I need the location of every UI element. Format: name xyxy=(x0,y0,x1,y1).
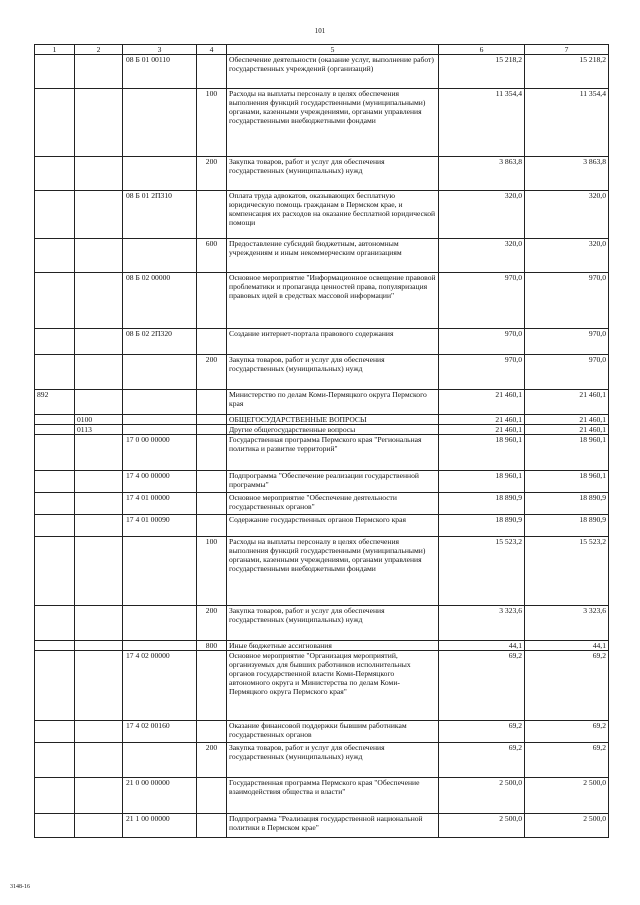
col6-amount: 970,0 xyxy=(439,273,525,329)
col1-code xyxy=(35,778,75,814)
col4-expense-type xyxy=(197,814,227,838)
col7-amount: 970,0 xyxy=(525,273,609,329)
col1-code xyxy=(35,55,75,89)
table-row xyxy=(35,721,609,743)
col3-target-article: 21 1 00 00000 xyxy=(123,814,197,838)
table-row xyxy=(35,651,609,721)
col6-amount: 69,2 xyxy=(439,743,525,778)
col2-section xyxy=(75,721,123,743)
col7-amount: 2 500,0 xyxy=(525,778,609,814)
col2-section xyxy=(75,239,123,273)
col1-code xyxy=(35,425,75,435)
col4-expense-type: 200 xyxy=(197,606,227,641)
col7-amount: 15 218,2 xyxy=(525,55,609,89)
col3-target-article xyxy=(123,390,197,415)
col7-amount: 69,2 xyxy=(525,721,609,743)
col2-section xyxy=(75,743,123,778)
header-cell: 2 xyxy=(75,45,123,55)
col5-description: Закупка товаров, работ и услуг для обеспечения государственных (муниципальных) нужд xyxy=(227,606,439,641)
table-row xyxy=(35,493,609,515)
col3-target-article: 17 4 01 00000 xyxy=(123,493,197,515)
col4-expense-type: 800 xyxy=(197,641,227,651)
col1-code xyxy=(35,651,75,721)
table-row xyxy=(35,273,609,329)
table-row xyxy=(35,55,609,89)
col7-amount: 69,2 xyxy=(525,651,609,721)
col4-expense-type xyxy=(197,273,227,329)
col7-amount: 21 460,1 xyxy=(525,390,609,415)
col3-target-article: 08 Б 02 00000 xyxy=(123,273,197,329)
col6-amount: 3 863,8 xyxy=(439,157,525,191)
col3-target-article: 17 4 01 00090 xyxy=(123,515,197,537)
col4-expense-type: 600 xyxy=(197,239,227,273)
col6-amount: 320,0 xyxy=(439,239,525,273)
col4-expense-type xyxy=(197,721,227,743)
col3-target-article: 08 Б 01 2П310 xyxy=(123,191,197,239)
col7-amount: 970,0 xyxy=(525,329,609,355)
table-row xyxy=(35,537,609,606)
col5-description: Государственная программа Пермского края "Обеспечение взаимодействия общества и власти" xyxy=(227,778,439,814)
col6-amount: 69,2 xyxy=(439,721,525,743)
col5-description: Расходы на выплаты персоналу в целях обеспечения выполнения функций государственными (муниципальными) органами, казенными учреждениями, органами управления государственными внебюджетными фондами xyxy=(227,89,439,157)
table-row xyxy=(35,435,609,471)
col3-target-article xyxy=(123,606,197,641)
col4-expense-type: 200 xyxy=(197,157,227,191)
col6-amount: 15 218,2 xyxy=(439,55,525,89)
col4-expense-type xyxy=(197,778,227,814)
table-row xyxy=(35,814,609,838)
col6-amount: 2 500,0 xyxy=(439,814,525,838)
col2-section xyxy=(75,329,123,355)
col1-code xyxy=(35,415,75,425)
col3-target-article xyxy=(123,415,197,425)
col1-code xyxy=(35,273,75,329)
budget-table xyxy=(34,44,609,838)
col2-section xyxy=(75,191,123,239)
col3-target-article xyxy=(123,537,197,606)
col6-amount: 18 890,9 xyxy=(439,493,525,515)
col2-section xyxy=(75,537,123,606)
table-row xyxy=(35,471,609,493)
col2-section xyxy=(75,55,123,89)
table-row xyxy=(35,390,609,415)
table-row xyxy=(35,606,609,641)
col3-target-article xyxy=(123,355,197,390)
col1-code xyxy=(35,157,75,191)
col1-code xyxy=(35,89,75,157)
col2-section xyxy=(75,651,123,721)
header-cell: 7 xyxy=(525,45,609,55)
header-cell: 6 xyxy=(439,45,525,55)
col7-amount: 320,0 xyxy=(525,239,609,273)
col2-section xyxy=(75,515,123,537)
col3-target-article xyxy=(123,425,197,435)
col5-description: Основное мероприятие "Информационное освещение правовой проблематики и пропаганда ценностей права, популяризация правовых идей в средствах массовой информации" xyxy=(227,273,439,329)
col2-section xyxy=(75,89,123,157)
table-row xyxy=(35,415,609,425)
table-row xyxy=(35,515,609,537)
table-row xyxy=(35,355,609,390)
col1-code xyxy=(35,641,75,651)
col5-description: Обеспечение деятельности (оказание услуг, выполнение работ) государственных учреждений (организаций) xyxy=(227,55,439,89)
col1-code xyxy=(35,721,75,743)
col2-section xyxy=(75,157,123,191)
col6-amount: 2 500,0 xyxy=(439,778,525,814)
col3-target-article: 17 4 02 00160 xyxy=(123,721,197,743)
col5-description: Оплата труда адвокатов, оказывающих бесплатную юридическую помощь гражданам в Пермском крае, и компенсация их расходов на оказание бесплатной юридической помощи xyxy=(227,191,439,239)
col1-code xyxy=(35,515,75,537)
header-cell: 3 xyxy=(123,45,197,55)
col5-description: Иные бюджетные ассигнования xyxy=(227,641,439,651)
col7-amount: 69,2 xyxy=(525,743,609,778)
table-row xyxy=(35,191,609,239)
col5-description: Закупка товаров, работ и услуг для обеспечения государственных (муниципальных) нужд xyxy=(227,743,439,778)
col3-target-article: 17 4 00 00000 xyxy=(123,471,197,493)
col5-description: Подпрограмма "Реализация государственной национальной политики в Пермском крае" xyxy=(227,814,439,838)
col1-code xyxy=(35,743,75,778)
col5-description: Закупка товаров, работ и услуг для обеспечения государственных (муниципальных) нужд xyxy=(227,355,439,390)
col2-section xyxy=(75,273,123,329)
col5-description: Предоставление субсидий бюджетным, автономным учреждениям и иным некоммерческим организациям xyxy=(227,239,439,273)
col2-section xyxy=(75,814,123,838)
col2-section xyxy=(75,606,123,641)
col5-description: Другие общегосударственные вопросы xyxy=(227,425,439,435)
footer-code: 3148-16 xyxy=(10,884,30,890)
col6-amount: 11 354,4 xyxy=(439,89,525,157)
col5-description: Основное мероприятие "Обеспечение деятельности государственных органов" xyxy=(227,493,439,515)
col4-expense-type: 100 xyxy=(197,537,227,606)
col4-expense-type xyxy=(197,55,227,89)
col4-expense-type xyxy=(197,191,227,239)
col2-section xyxy=(75,778,123,814)
col3-target-article: 17 0 00 00000 xyxy=(123,435,197,471)
col2-section: 0113 xyxy=(75,425,123,435)
col2-section: 0100 xyxy=(75,415,123,425)
col3-target-article: 08 Б 02 2П320 xyxy=(123,329,197,355)
col4-expense-type xyxy=(197,515,227,537)
col1-code xyxy=(35,435,75,471)
col4-expense-type: 100 xyxy=(197,89,227,157)
col5-description: Содержание государственных органов Пермского края xyxy=(227,515,439,537)
col3-target-article xyxy=(123,89,197,157)
col3-target-article xyxy=(123,641,197,651)
col7-amount: 44,1 xyxy=(525,641,609,651)
col4-expense-type xyxy=(197,425,227,435)
col7-amount: 21 460,1 xyxy=(525,415,609,425)
col4-expense-type xyxy=(197,493,227,515)
col1-code xyxy=(35,239,75,273)
col5-description: Основное мероприятие "Организация мероприятий, организуемых для бывших работников исполнительных органов государственной власти Коми-Пермяцкого автономного округа и Министерства по делам Коми-Пермяцкого округа Пермского края" xyxy=(227,651,439,721)
col6-amount: 3 323,6 xyxy=(439,606,525,641)
col6-amount: 44,1 xyxy=(439,641,525,651)
col6-amount: 21 460,1 xyxy=(439,425,525,435)
header-cell: 5 xyxy=(227,45,439,55)
col2-section xyxy=(75,355,123,390)
col2-section xyxy=(75,435,123,471)
col1-code xyxy=(35,493,75,515)
col5-description: ОБЩЕГОСУДАРСТВЕННЫЕ ВОПРОСЫ xyxy=(227,415,439,425)
col3-target-article: 08 Б 01 00110 xyxy=(123,55,197,89)
col4-expense-type xyxy=(197,471,227,493)
col3-target-article: 17 4 02 00000 xyxy=(123,651,197,721)
header-cell: 4 xyxy=(197,45,227,55)
col5-description: Расходы на выплаты персоналу в целях обеспечения выполнения функций государственными (муниципальными) органами, казенными учреждениями, органами управления государственными внебюджетными фондами xyxy=(227,537,439,606)
col5-description: Закупка товаров, работ и услуг для обеспечения государственных (муниципальных) нужд xyxy=(227,157,439,191)
table-row xyxy=(35,425,609,435)
col5-description: Оказание финансовой поддержки бывшим работникам государственных органов xyxy=(227,721,439,743)
col7-amount: 970,0 xyxy=(525,355,609,390)
col6-amount: 970,0 xyxy=(439,355,525,390)
header-row xyxy=(35,45,609,55)
col1-code xyxy=(35,355,75,390)
col7-amount: 15 523,2 xyxy=(525,537,609,606)
col7-amount: 21 460,1 xyxy=(525,425,609,435)
table-row xyxy=(35,89,609,157)
table-row xyxy=(35,157,609,191)
col3-target-article xyxy=(123,239,197,273)
col3-target-article xyxy=(123,157,197,191)
col7-amount: 3 323,6 xyxy=(525,606,609,641)
table-row xyxy=(35,743,609,778)
col4-expense-type xyxy=(197,435,227,471)
col4-expense-type xyxy=(197,415,227,425)
col6-amount: 15 523,2 xyxy=(439,537,525,606)
col6-amount: 18 960,1 xyxy=(439,435,525,471)
col7-amount: 3 863,8 xyxy=(525,157,609,191)
col7-amount: 11 354,4 xyxy=(525,89,609,157)
col4-expense-type: 200 xyxy=(197,743,227,778)
col5-description: Создание интернет-портала правового содержания xyxy=(227,329,439,355)
col6-amount: 69,2 xyxy=(439,651,525,721)
col6-amount: 21 460,1 xyxy=(439,415,525,425)
page-number: 101 xyxy=(314,27,326,35)
col7-amount: 18 890,9 xyxy=(525,515,609,537)
col1-code: 892 xyxy=(35,390,75,415)
table-row xyxy=(35,329,609,355)
col6-amount: 21 460,1 xyxy=(439,390,525,415)
col2-section xyxy=(75,471,123,493)
col7-amount: 18 960,1 xyxy=(525,435,609,471)
col5-description: Государственная программа Пермского края "Региональная политика и развитие территорий" xyxy=(227,435,439,471)
table-row xyxy=(35,778,609,814)
col7-amount: 18 960,1 xyxy=(525,471,609,493)
col4-expense-type: 200 xyxy=(197,355,227,390)
col6-amount: 18 960,1 xyxy=(439,471,525,493)
col1-code xyxy=(35,191,75,239)
col2-section xyxy=(75,493,123,515)
col1-code xyxy=(35,606,75,641)
col1-code xyxy=(35,329,75,355)
col6-amount: 320,0 xyxy=(439,191,525,239)
col1-code xyxy=(35,471,75,493)
col3-target-article: 21 0 00 00000 xyxy=(123,778,197,814)
col7-amount: 18 890,9 xyxy=(525,493,609,515)
col1-code xyxy=(35,814,75,838)
col5-description: Министерство по делам Коми-Пермяцкого округа Пермского края xyxy=(227,390,439,415)
col5-description: Подпрограмма "Обеспечение реализации государственной программы" xyxy=(227,471,439,493)
col2-section xyxy=(75,390,123,415)
col2-section xyxy=(75,641,123,651)
col6-amount: 970,0 xyxy=(439,329,525,355)
header-cell: 1 xyxy=(35,45,75,55)
col3-target-article xyxy=(123,743,197,778)
col1-code xyxy=(35,537,75,606)
col6-amount: 18 890,9 xyxy=(439,515,525,537)
col4-expense-type xyxy=(197,651,227,721)
col7-amount: 2 500,0 xyxy=(525,814,609,838)
col4-expense-type xyxy=(197,390,227,415)
table-row xyxy=(35,641,609,651)
col4-expense-type xyxy=(197,329,227,355)
table-row xyxy=(35,239,609,273)
col7-amount: 320,0 xyxy=(525,191,609,239)
